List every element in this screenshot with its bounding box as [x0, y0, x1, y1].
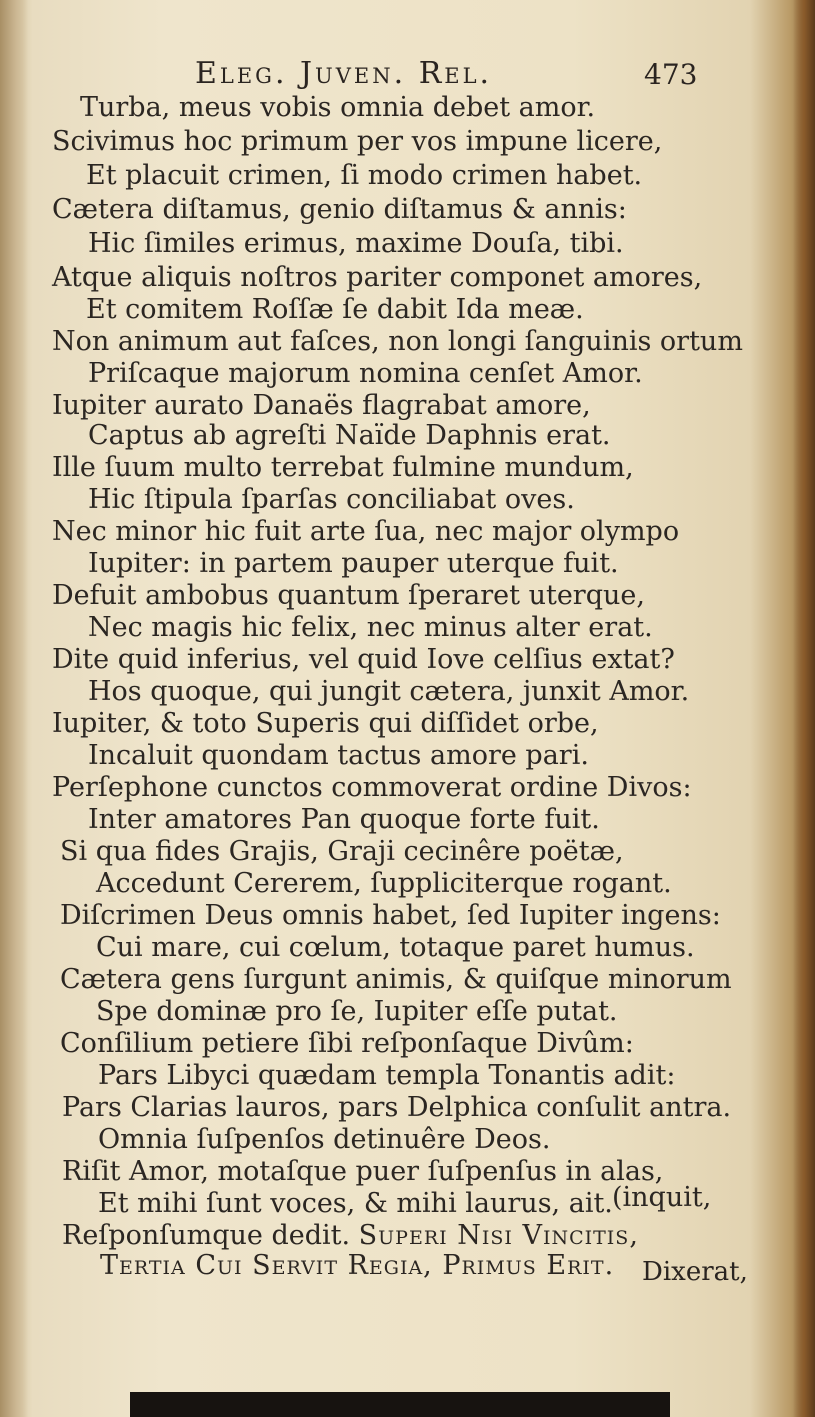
oracle-line-2: Tertia Cui Servit Regia, Primus Erit.: [100, 1250, 615, 1281]
verse-line: Turba, meus vobis omnia debet amor.: [80, 92, 596, 123]
verse-line: Scivimus hoc primum per vos impune licere,: [52, 126, 663, 157]
verse-line: Hic ſimiles erimus, maxime Douſa, tibi.: [88, 228, 624, 259]
verse-line: Inter amatores Pan quoque forte fuit.: [88, 804, 600, 835]
verse-line: Pars Libyci quædam templa Tonantis adit:: [98, 1060, 676, 1091]
verse-line: Nec minor hic fuit arte ſua, nec major olympo: [52, 516, 680, 547]
verse-line: Hos quoque, qui jungit cætera, junxit Amor.: [88, 676, 690, 707]
verse-line: Si qua fides Grajis, Graji cecinêre poëtæ,: [60, 836, 624, 867]
verse-line: Omnia ſuſpenſos detinuêre Deos.: [98, 1124, 551, 1155]
running-title: Eleg. Juven. Rel.: [195, 56, 493, 91]
verse-line: Pars Clarias lauros, pars Delphica conſulit antra.: [62, 1092, 732, 1123]
verse-line: Et placuit crimen, ſi modo crimen habet.: [86, 160, 643, 191]
verse-line: Defuit ambobus quantum ſperaret uterque,: [52, 580, 645, 611]
verse-line: Riſit Amor, motaſque puer ſuſpenſus in alas,: [62, 1156, 664, 1187]
verse-line: Cui mare, cui cœlum, totaque paret humus.: [96, 932, 695, 963]
verse-line: Cætera gens ſurgunt animis, & quiſque minorum: [60, 964, 732, 995]
verse-line: Perſephone cunctos commoverat ordine Divos:: [52, 772, 692, 803]
verse-line: Nec magis hic felix, nec minus alter erat.: [88, 612, 653, 643]
verse-line: Accedunt Cererem, ſuppliciterque rogant.: [96, 868, 672, 899]
oracle-intro: Reſponſumque dedit.: [62, 1220, 351, 1251]
verse-line: Iupiter: in partem pauper uterque fuit.: [88, 548, 619, 579]
gutter-shadow: [0, 0, 28, 1417]
verse-line: Diſcrimen Deus omnis habet, ſed Iupiter ingens:: [60, 900, 721, 931]
page-number: 473: [644, 58, 698, 91]
verse-line: Hic ſtipula ſparſas conciliabat oves.: [88, 484, 575, 515]
page-edge: [793, 0, 815, 1417]
inquit-note: (inquit,: [612, 1182, 712, 1213]
verse-line: Atque aliquis noſtros pariter componet amores,: [52, 262, 703, 293]
verse-line: Non animum aut faſces, non longi ſanguinis ortum: [52, 326, 743, 357]
verse-line: Et mihi ſunt voces, & mihi laurus, ait.: [98, 1188, 613, 1219]
verse-line: Incaluit quondam tactus amore pari.: [88, 740, 589, 771]
verse-line: Et comitem Roſſæ ſe dabit Ida meæ.: [86, 294, 584, 325]
verse-line: Iupiter aurato Danaës flagrabat amore,: [52, 390, 591, 421]
verse-line: Dite quid inferius, vel quid Iove celſius extat?: [52, 644, 675, 675]
oracle-line-1: [62, 1220, 639, 1252]
verse-line: Conſilium petiere ſibi reſponſaque Divûm:: [60, 1028, 634, 1059]
verse-line: Cætera diſtamus, genio diſtamus & annis:: [52, 194, 627, 225]
verse-line: Iupiter, & toto Superis qui diſſidet orbe,: [52, 708, 599, 739]
binding-shadow: [130, 1392, 670, 1417]
catchword: Dixerat,: [642, 1257, 748, 1287]
verse-line: Ille ſuum multo terrebat fulmine mundum,: [52, 452, 634, 483]
verse-line: Priſcaque majorum nomina cenſet Amor.: [88, 358, 643, 389]
verse-line: Spe dominæ pro ſe, Iupiter eſſe putat.: [96, 996, 618, 1027]
oracle-caps: Superi Nisi Vincitis,: [358, 1220, 639, 1251]
verse-line: Captus ab agreſti Naïde Daphnis erat.: [88, 420, 611, 451]
